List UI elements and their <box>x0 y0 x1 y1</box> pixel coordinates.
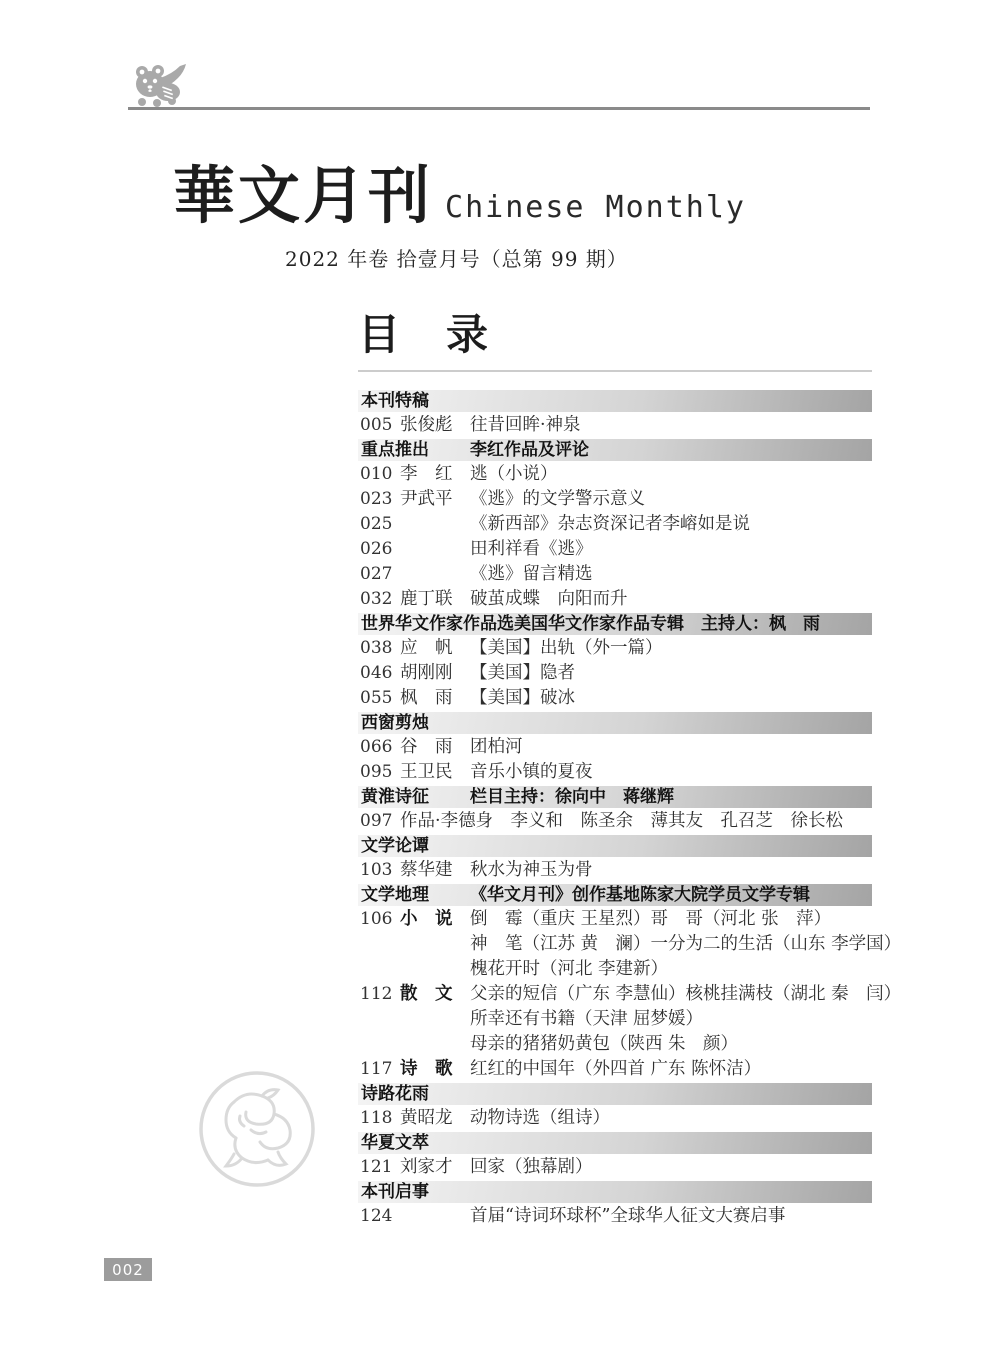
section-label: 诗路花雨 <box>361 1084 429 1105</box>
toc-heading-rule <box>358 370 872 372</box>
section-note: 《华文月刊》创作基地陈家大院学员文学专辑 <box>470 885 810 906</box>
section-label: 本刊启事 <box>361 1182 429 1203</box>
entry-author: 小 说 <box>400 909 453 930</box>
entry-page-number: 023 <box>360 489 393 510</box>
entry-title: 首届“诗词环球杯”全球华人征文大赛启事 <box>470 1206 786 1227</box>
toc-entry <box>358 907 872 932</box>
entry-page-number: 010 <box>360 464 393 485</box>
entry-title: 父亲的短信（广东 李慧仙）核桃挂满枝（湖北 秦 闫） <box>470 984 902 1005</box>
dragon-seal-watermark <box>196 1068 318 1190</box>
entry-title: 神 笔（江苏 黄 澜）一分为二的生活（山东 李学国） <box>470 934 902 955</box>
entry-page-number: 124 <box>360 1206 393 1227</box>
entry-page-number: 106 <box>360 909 393 930</box>
toc-entry <box>358 735 872 760</box>
toc-entry <box>358 1007 872 1032</box>
toc-section-bar <box>358 712 872 734</box>
toc-entry <box>358 686 872 711</box>
entry-author: 应 帆 <box>400 638 453 659</box>
toc-entry <box>358 661 872 686</box>
entry-title: 逃（小说） <box>470 464 558 485</box>
entry-author: 李 红 <box>400 464 453 485</box>
entry-page-number: 055 <box>360 688 393 709</box>
entry-page-number: 046 <box>360 663 393 684</box>
entry-title: 所幸还有书籍（天津 屈梦媛） <box>470 1009 704 1030</box>
toc-entry <box>358 636 872 661</box>
toc-section-bar <box>358 1181 872 1203</box>
magazine-title-chinese: 華文月刊 <box>173 159 434 232</box>
entry-page-number: 038 <box>360 638 393 659</box>
toc-entry <box>358 1106 872 1131</box>
entry-page-number: 117 <box>360 1059 393 1080</box>
entry-page-number: 005 <box>360 415 393 436</box>
toc-entry <box>358 858 872 883</box>
entry-page-number: 112 <box>360 984 393 1005</box>
section-label: 重点推出 <box>361 440 429 461</box>
tiger-papercut-icon <box>130 62 190 108</box>
toc-entry <box>358 487 872 512</box>
entry-title: 【美国】出轨（外一篇） <box>470 638 663 659</box>
entry-page-number: 095 <box>360 762 393 783</box>
entry-page-number: 025 <box>360 514 393 535</box>
entry-author: 王卫民 <box>400 762 453 783</box>
entry-author: 鹿丁联 <box>400 589 453 610</box>
section-note: 李红作品及评论 <box>470 440 589 461</box>
entry-title: 《逃》留言精选 <box>470 564 593 585</box>
entry-page-number: 066 <box>360 737 393 758</box>
toc-entry <box>358 537 872 562</box>
toc-entry <box>358 982 902 1007</box>
toc-section-bar <box>358 835 872 857</box>
entry-author: 散 文 <box>400 984 453 1005</box>
page-number-badge: 002 <box>104 1258 152 1281</box>
entry-page-number: 097 <box>360 811 393 832</box>
section-label: 世界华文作家作品选 <box>361 614 514 635</box>
issue-line: 2022 年卷 拾壹月号（总第 99 期） <box>285 247 628 271</box>
section-label: 华夏文萃 <box>361 1133 429 1154</box>
toc-section-bar <box>358 613 872 635</box>
toc-entry <box>358 809 872 834</box>
section-label: 黄淮诗征 <box>361 787 429 808</box>
entry-title: 【美国】隐者 <box>470 663 575 684</box>
entry-author: 蔡华建 <box>400 860 453 881</box>
entry-title: 回家（独幕剧） <box>470 1157 593 1178</box>
entry-page-number: 121 <box>360 1157 393 1178</box>
toc-entry <box>358 1032 872 1057</box>
toc-entry <box>358 512 872 537</box>
entry-title: 《新西部》杂志资深记者李嵱如是说 <box>470 514 750 535</box>
entry-page-number: 027 <box>360 564 393 585</box>
entry-title: 往昔回眸·神泉 <box>470 415 581 436</box>
entry-title: 作品·李德身 李义和 陈圣余 薄其友 孔召芝 徐长松 <box>400 811 844 832</box>
entry-author: 黄昭龙 <box>400 1108 453 1129</box>
entry-author: 诗 歌 <box>400 1059 453 1080</box>
toc-section-bar <box>358 1083 872 1105</box>
magazine-title-english: Chinese Monthly <box>445 190 746 225</box>
entry-title: 动物诗选（组诗） <box>470 1108 610 1129</box>
section-note: 美国华文作家作品专辑 主持人：枫 雨 <box>514 614 820 635</box>
header-rule <box>128 107 870 110</box>
toc-entry <box>358 1057 872 1082</box>
entry-author: 刘家才 <box>400 1157 453 1178</box>
toc-section-bar <box>358 1132 872 1154</box>
entry-author: 谷 雨 <box>400 737 453 758</box>
entry-title: 《逃》的文学警示意义 <box>470 489 645 510</box>
entry-page-number: 032 <box>360 589 393 610</box>
toc-entry <box>358 562 872 587</box>
entry-title: 【美国】破冰 <box>470 688 575 709</box>
section-label: 西窗剪烛 <box>361 713 429 734</box>
toc-section-bar <box>358 439 872 461</box>
toc-section-bar <box>358 786 872 808</box>
entry-title: 倒 霉（重庆 王星烈）哥 哥（河北 张 萍） <box>470 909 832 930</box>
toc-section-bar <box>358 390 872 412</box>
entry-title: 红红的中国年（外四首 广东 陈怀洁） <box>470 1059 762 1080</box>
entry-author: 枫 雨 <box>400 688 453 709</box>
entry-title: 母亲的猪猪奶黄包（陕西 朱 颜） <box>470 1034 739 1055</box>
entry-title: 破茧成蝶 向阳而升 <box>470 589 628 610</box>
toc-entry <box>358 932 902 957</box>
toc-entry <box>358 957 872 982</box>
entry-title: 秋水为神玉为骨 <box>470 860 593 881</box>
entry-author: 张俊彪 <box>400 415 453 436</box>
entry-title: 槐花开时（河北 李建新） <box>470 959 669 980</box>
entry-page-number: 103 <box>360 860 393 881</box>
toc-rows <box>358 390 902 1229</box>
entry-title: 田利祥看《逃》 <box>470 539 593 560</box>
toc-entry <box>358 760 872 785</box>
section-label: 本刊特稿 <box>361 391 429 412</box>
toc-entry <box>358 587 872 612</box>
entry-title: 团柏河 <box>470 737 523 758</box>
section-label: 文学地理 <box>361 885 429 906</box>
entry-author: 胡刚刚 <box>400 663 453 684</box>
magazine-title <box>173 146 746 235</box>
toc-entry <box>358 1204 872 1229</box>
toc-heading: 目 录 <box>358 310 491 359</box>
toc-entry <box>358 1155 872 1180</box>
entry-page-number: 026 <box>360 539 393 560</box>
toc-section-bar <box>358 884 872 906</box>
entry-page-number: 118 <box>360 1108 393 1129</box>
section-note: 栏目主持：徐向中 蒋继辉 <box>470 787 674 808</box>
toc-entry <box>358 462 872 487</box>
section-label: 文学论谭 <box>361 836 429 857</box>
entry-title: 音乐小镇的夏夜 <box>470 762 593 783</box>
table-of-contents <box>358 310 902 1229</box>
entry-author: 尹武平 <box>400 489 453 510</box>
toc-entry <box>358 413 872 438</box>
